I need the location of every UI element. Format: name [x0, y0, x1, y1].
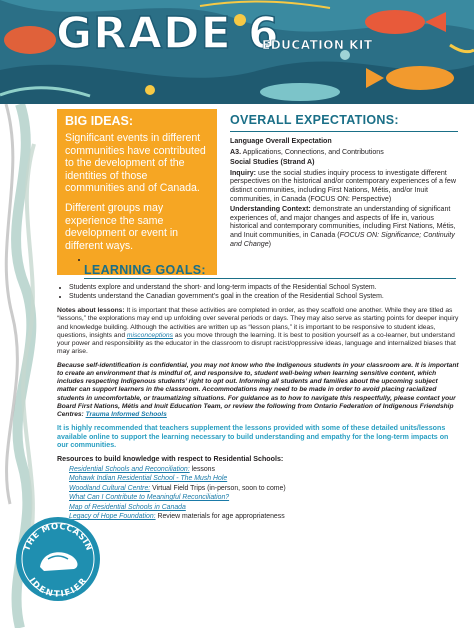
fish-icon — [62, 254, 84, 268]
resource-link-woodland[interactable]: Woodland Cultural Centre: — [69, 484, 151, 492]
resource-link-legacy-of-hope[interactable]: Legacy of Hope Foundation: — [69, 513, 156, 521]
misconceptions-link[interactable]: misconceptions — [126, 331, 173, 339]
resource-note: Virtual Field Trips (in-person, soon to come) — [150, 484, 286, 492]
resource-link-mush-hole[interactable]: Mohawk Indian Residential School - The Mush Hole — [69, 475, 228, 483]
resource-note: Review materials for age appropriateness — [155, 513, 285, 521]
notes-paragraph — [57, 307, 459, 357]
recommendation-paragraph: It is highly recommended that teachers supplement the lessons provided with some of these detailed units/lessons available online to support the learning necessary to build understanding and empathy for the long-term impacts on our communities. — [57, 424, 449, 450]
learning-goals-title: LEARNING GOALS: — [84, 263, 206, 277]
resource-item — [69, 512, 459, 522]
resource-link-contribute[interactable]: What Can I Contribute to Meaningful Reconciliation? — [69, 494, 230, 502]
resource-link-reconciliation[interactable]: Residential Schools and Reconciliation: — [69, 465, 190, 473]
header-banner — [0, 0, 474, 104]
self-identification-paragraph — [57, 362, 459, 419]
resources-title: Resources to build knowledge with respect to Residential Schools: — [57, 454, 284, 463]
moccasin-identifier-logo — [14, 515, 102, 603]
main-content — [57, 283, 459, 528]
svg-text:THE MOCCASIN: THE MOCCASIN — [22, 521, 94, 553]
learning-goals-list — [57, 283, 459, 301]
resource-note: lessons — [189, 465, 215, 473]
understanding-label: Understanding Context: — [230, 205, 311, 214]
self-id-text: Because self-identification is confidential, you may not know who the Indigenous students in your classroom are. It is important to create an environment that is mindful of, and responsive to, student well-being when learning sensitive content, which includes respecting Indigenous students’ right to opt out. Informing all students and families about the upcoming subject matter can support learners in the classroom. Accommodations may need to be made in order to avoid placing racialized students in uncomfortable, or traumatizing situations. For guidance as to how to navigate this respectfully, please contact your Board First Nations, Métis and Inuit Education Team, or review the following from Ontario Federation of Indigenous Friendship Centres: — [57, 361, 459, 418]
understanding-end: ) — [268, 239, 272, 248]
resource-link-map[interactable]: Map of Residential Schools in Canada — [69, 503, 186, 511]
inquiry-label: Inquiry: — [230, 168, 257, 177]
understanding-focus: FOCUS ON: Significance; Continuity and Change — [230, 230, 455, 248]
overall-expectations — [230, 113, 458, 250]
understanding-text: demonstrate an understanding of significant experiences of, and major changes and aspects of life in, various historical and contemporary communities, including First Nations, Métis, and Inuit communities, in Canada ( — [230, 205, 456, 239]
grade-title: GRADE 6 — [56, 8, 280, 59]
learning-goal: • Students understand the Canadian government’s goal in the creation of the Residential School System. — [69, 292, 459, 301]
resource-item — [69, 465, 459, 475]
resource-item — [69, 493, 459, 503]
divider — [230, 131, 458, 132]
notes-label: Notes about lessons: — [57, 307, 125, 314]
education-kit-label: EDUCATION KIT — [262, 38, 373, 52]
svg-text:IDENTIFIER: IDENTIFIER — [26, 576, 90, 600]
overall-expectations-title: OVERALL EXPECTATIONS: — [230, 113, 399, 127]
big-ideas-title: BIG IDEAS: — [65, 114, 134, 128]
trauma-informed-schools-link[interactable]: Trauma Informed Schools — [85, 411, 167, 418]
resource-item — [69, 503, 459, 513]
resource-item — [69, 484, 459, 494]
learning-goal: • Students explore and understand the short- and long-term impacts of the Residential School System. — [69, 283, 459, 292]
social-studies-heading: Social Studies (Strand A) — [230, 158, 315, 167]
notes-text-2: as you move through the learning. It is best to position yourself as a co-learner, but understand your power and responsibility as the educator in the classroom to disrupt racist/oppressive ideas, language and internalized biases that may arise. — [57, 331, 456, 356]
resource-item — [69, 474, 459, 484]
big-ideas-paragraph-2: Different groups may experience the same development or event in different ways. — [65, 201, 179, 252]
language-heading: Language Overall Expectation — [230, 137, 332, 145]
big-ideas-paragraph-1: Significant events in different communities have contributed to the development of the identities of those communities and of Canada. — [65, 132, 206, 195]
a3-text: Applications, Connections, and Contributions — [241, 147, 384, 156]
divider — [84, 278, 456, 279]
inquiry-text: use the social studies inquiry process to investigate different perspectives on the historical and/or contemporary experiences of a few distinct communities, including First Nations, Métis, and/or Inuit communities, in Canada (FOCUS ON: Perspective) — [230, 168, 456, 203]
resources-list — [57, 465, 459, 522]
a3-code: A3. — [230, 147, 242, 156]
notes-text-1: It is important that these activities are completed in order, as they scaffold one another. While they are titled as “lessons,” the explorations may end up unfolding over several periods or days. They may also serve as starting points for deeper inquiry and knowledge building. Although the activities are written up as “lesson plans,” it is important to be responsive to student ideas, questions, insights and — [57, 307, 459, 339]
big-ideas-box — [57, 109, 217, 275]
